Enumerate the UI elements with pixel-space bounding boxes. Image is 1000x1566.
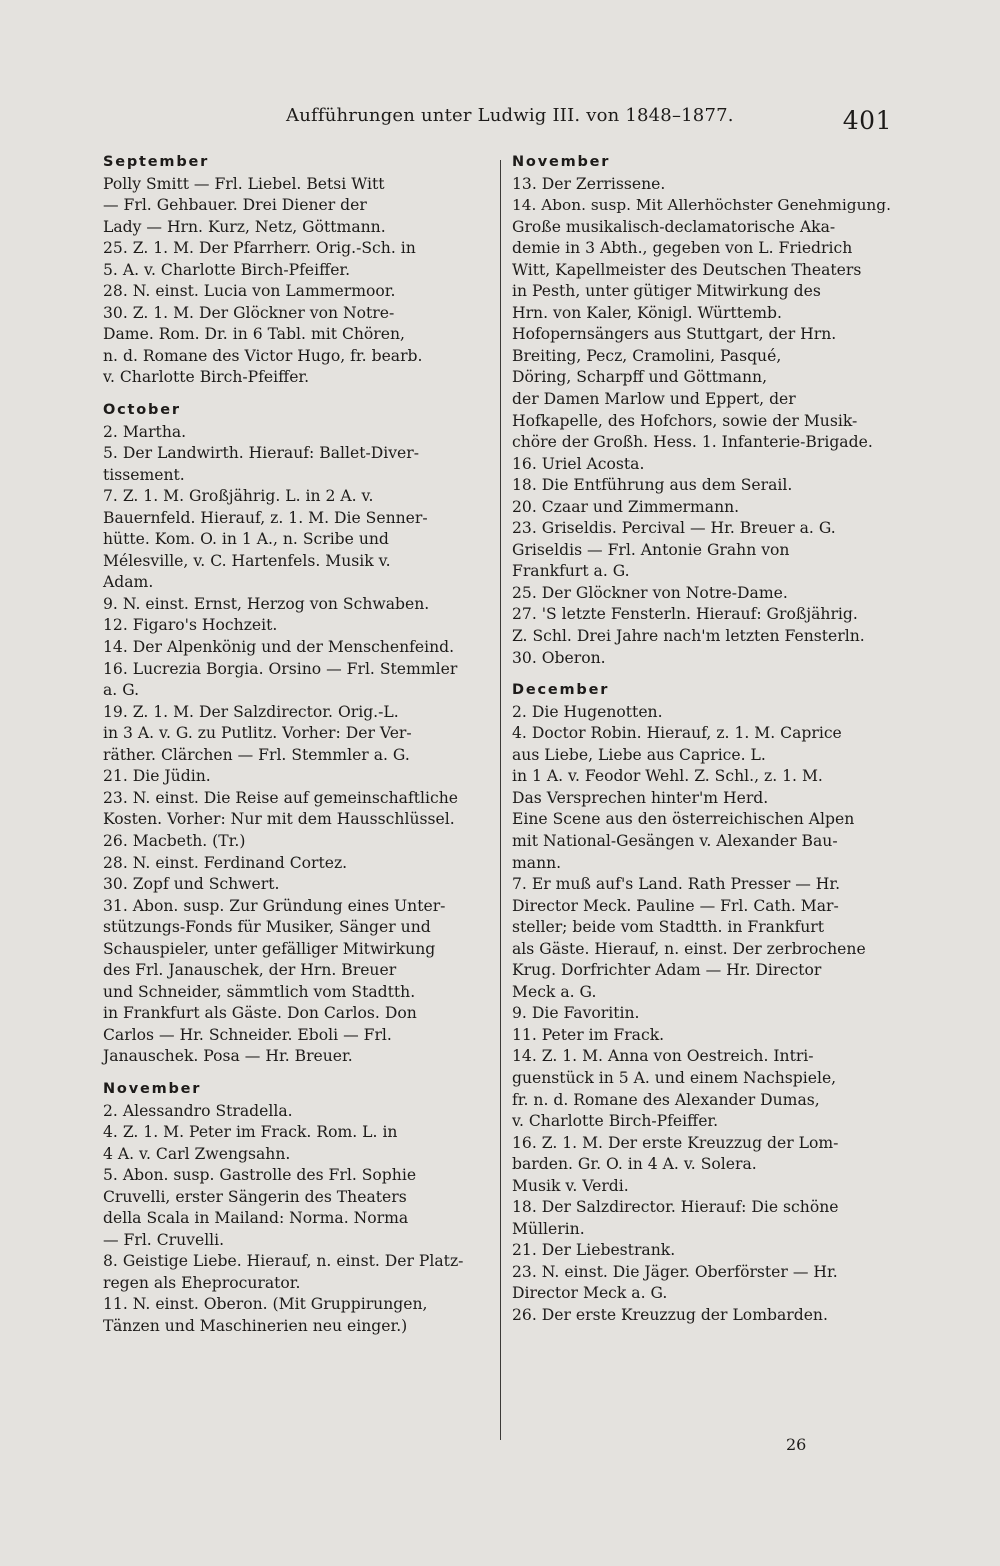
entry-line: Schauspieler, unter gefälliger Mitwirkung (103, 939, 436, 958)
entry-line: in Frankfurt als Gäste. Don Carlos. Don (103, 1004, 417, 1023)
entry-line: 12. Figaro's Hochzeit. (103, 616, 278, 635)
entry-line: 23. N. einst. Die Reise auf gemeinschaftliche (103, 788, 458, 807)
entry-line: Tänzen und Maschinerien neu einger.) (103, 1316, 408, 1335)
entry-line: 26. Der erste Kreuzzug der Lombarden. (512, 1305, 828, 1324)
page-number: 401 (842, 106, 892, 135)
month-heading: November (103, 1080, 202, 1097)
entry-line: Hofkapelle, des Hofchors, sowie der Musik- (512, 411, 858, 430)
month-heading: October (103, 402, 181, 419)
entry-line: 30. Zopf und Schwert. (103, 875, 280, 894)
entry-line: 4. Z. 1. M. Peter im Frack. Rom. L. in (103, 1123, 398, 1142)
entry-line: 14. Z. 1. M. Anna von Oestreich. Intri- (512, 1047, 814, 1066)
entry-line: 16. Uriel Acosta. (512, 454, 645, 473)
entry-line: mit National-Gesängen v. Alexander Bau- (512, 831, 838, 850)
entry-line: 23. Griseldis. Percival — Hr. Breuer a. G. (512, 519, 836, 538)
entry-line: 2. Martha. (103, 422, 187, 441)
running-title: Aufführungen unter Ludwig III. von 1848–1877. (286, 105, 734, 126)
entry-line: des Frl. Janauschek, der Hrn. Breuer (103, 961, 397, 980)
entry-line: chöre der Großh. Hess. 1. Infanterie-Brigade. (512, 433, 873, 452)
entry-line: mann. (512, 853, 562, 872)
entry-line: hütte. Kom. O. in 1 A., n. Scribe und (103, 530, 389, 549)
entry-line: 5. Abon. susp. Gastrolle des Frl. Sophie (103, 1166, 417, 1185)
entry-line: 2. Die Hugenotten. (512, 702, 663, 721)
entry-line: Breiting, Pecz, Cramolini, Pasqué, (512, 346, 782, 365)
entry-line: 20. Czaar und Zimmermann. (512, 497, 740, 516)
entry-line: 7. Er muß auf's Land. Rath Presser — Hr. (512, 875, 841, 894)
entry-line: Döring, Scharpff und Göttmann, (512, 368, 768, 387)
month-heading: December (512, 682, 610, 699)
entry-line: Müllerin. (512, 1219, 585, 1238)
entry-line: 11. N. einst. Oberon. (Mit Gruppirungen, (103, 1295, 428, 1314)
entry-line: regen als Eheprocurator. (103, 1273, 301, 1292)
entry-line: 26. Macbeth. (Tr.) (103, 831, 246, 850)
entry-line: 5. A. v. Charlotte Birch-Pfeiffer. (103, 260, 351, 279)
entry-line: 8. Geistige Liebe. Hierauf, n. einst. Der Platz- (103, 1252, 464, 1271)
entry-line: 30. Oberon. (512, 648, 606, 667)
entry-line: Carlos — Hr. Schneider. Eboli — Frl. (103, 1025, 392, 1044)
entry-line: tissement. (103, 465, 185, 484)
entry-line: in Pesth, unter gütiger Mitwirkung des (512, 282, 821, 301)
entry-line: Lady — Hrn. Kurz, Netz, Göttmann. (103, 217, 386, 236)
left-column (103, 152, 488, 1338)
entry-line: Meck a. G. (512, 982, 597, 1001)
entry-line: Janauschek. Posa — Hr. Breuer. (103, 1047, 353, 1066)
entry-line: in 1 A. v. Feodor Wehl. Z. Schl., z. 1. M. (512, 767, 823, 786)
entry-line: 27. 'S letzte Fensterln. Hierauf: Großjährig. (512, 605, 858, 624)
entry-line: 11. Peter im Frack. (512, 1025, 665, 1044)
entry-line: Adam. (103, 573, 154, 592)
entry-line: fr. n. d. Romane des Alexander Dumas, (512, 1090, 820, 1109)
entry-line: Krug. Dorfrichter Adam — Hr. Director (512, 961, 822, 980)
month-heading: November (512, 154, 611, 170)
entry-line: 25. Der Glöckner von Notre-Dame. (512, 583, 788, 602)
entry-line: v. Charlotte Birch-Pfeiffer. (512, 1112, 719, 1131)
month-heading: September (103, 154, 210, 170)
entry-line: Das Versprechen hinter'm Herd. (512, 788, 769, 807)
entry-line: Eine Scene aus den österreichischen Alpen (512, 810, 855, 829)
entry-line: Dame. Rom. Dr. in 6 Tabl. mit Chören, (103, 325, 405, 344)
entry-line: 18. Der Salzdirector. Hierauf: Die schöne (512, 1198, 839, 1217)
entry-line: Cruvelli, erster Sängerin des Theaters (103, 1187, 407, 1206)
entry-line: 2. Alessandro Stradella. (103, 1101, 293, 1120)
entry-line: guenstück in 5 A. und einem Nachspiele, (512, 1068, 837, 1087)
right-column (512, 152, 895, 1327)
entry-line: n. d. Romane des Victor Hugo, fr. bearb. (103, 346, 423, 365)
entry-line: della Scala in Mailand: Norma. Norma (103, 1209, 409, 1228)
entry-line: 9. Die Favoritin. (512, 1004, 640, 1023)
entry-line: Bauernfeld. Hierauf, z. 1. M. Die Senner- (103, 508, 428, 527)
entry-line: aus Liebe, Liebe aus Caprice. L. (512, 745, 766, 764)
entry-line: in 3 A. v. G. zu Putlitz. Vorher: Der Ver- (103, 724, 412, 743)
entry-line: Mélesville, v. C. Hartenfels. Musik v. (103, 551, 391, 570)
entry-line: Polly Smitt — Frl. Liebel. Betsi Witt (103, 174, 385, 193)
entry-line: Hofopernsängers aus Stuttgart, der Hrn. (512, 325, 837, 344)
entry-line: 14. Abon. susp. Mit Allerhöchster Genehmigung. (512, 196, 891, 215)
entry-line: 23. N. einst. Die Jäger. Oberförster — Hr. (512, 1262, 838, 1281)
entry-line: Z. Schl. Drei Jahre nach'm letzten Fensterln. (512, 627, 865, 646)
entry-line: v. Charlotte Birch-Pfeiffer. (103, 368, 310, 387)
entry-line: demie in 3 Abth., gegeben von L. Friedrich (512, 239, 853, 258)
entry-line: Große musikalisch-declamatorische Aka- (512, 217, 836, 236)
entry-line: und Schneider, sämmtlich vom Stadtth. (103, 982, 416, 1001)
entry-line: 4. Doctor Robin. Hierauf, z. 1. M. Caprice (512, 724, 842, 743)
entry-line: — Frl. Cruvelli. (103, 1230, 225, 1249)
entry-line: Musik v. Verdi. (512, 1176, 629, 1195)
entry-line: Director Meck a. G. (512, 1284, 668, 1303)
entry-line: barden. Gr. O. in 4 A. v. Solera. (512, 1155, 757, 1174)
column-divider (500, 160, 501, 1440)
entry-line: als Gäste. Hierauf, n. einst. Der zerbrochene (512, 939, 866, 958)
entry-line: Kosten. Vorher: Nur mit dem Hausschlüssel. (103, 810, 455, 829)
entry-line: 21. Der Liebestrank. (512, 1241, 676, 1260)
entry-line: 9. N. einst. Ernst, Herzog von Schwaben. (103, 594, 430, 613)
entry-line: der Damen Marlow und Eppert, der (512, 390, 796, 409)
entry-line: 13. Der Zerrissene. (512, 174, 666, 193)
entry-line: a. G. (103, 681, 140, 700)
entry-line: 18. Die Entführung aus dem Serail. (512, 476, 793, 495)
entry-line: räther. Clärchen — Frl. Stemmler a. G. (103, 745, 410, 764)
entry-line: 4 A. v. Carl Zwengsahn. (103, 1144, 291, 1163)
signature-mark: 26 (786, 1435, 807, 1454)
entry-line: Hrn. von Kaler, Königl. Württemb. (512, 303, 782, 322)
entry-line: 25. Z. 1. M. Der Pfarrherr. Orig.-Sch. in (103, 239, 416, 258)
entry-line: 16. Lucrezia Borgia. Orsino — Frl. Stemmler (103, 659, 458, 678)
entry-line: 30. Z. 1. M. Der Glöckner von Notre- (103, 303, 395, 322)
entry-line: Witt, Kapellmeister des Deutschen Theaters (512, 260, 862, 279)
entry-line: stützungs-Fonds für Musiker, Sänger und (103, 918, 431, 937)
entry-line: Frankfurt a. G. (512, 562, 630, 581)
entry-line: 16. Z. 1. M. Der erste Kreuzzug der Lom- (512, 1133, 839, 1152)
entry-line: 14. Der Alpenkönig und der Menschenfeind. (103, 638, 455, 657)
entry-line: Director Meck. Pauline — Frl. Cath. Mar- (512, 896, 839, 915)
entry-line: 21. Die Jüdin. (103, 767, 211, 786)
entry-line: Griseldis — Frl. Antonie Grahn von (512, 540, 790, 559)
entry-line: 31. Abon. susp. Zur Gründung eines Unter- (103, 896, 446, 915)
entry-line: steller; beide vom Stadtth. in Frankfurt (512, 918, 824, 937)
entry-line: — Frl. Gehbauer. Drei Diener der (103, 196, 367, 215)
entry-line: 7. Z. 1. M. Großjährig. L. in 2 A. v. (103, 487, 374, 506)
entry-line: 19. Z. 1. M. Der Salzdirector. Orig.-L. (103, 702, 399, 721)
entry-line: 28. N. einst. Lucia von Lammermoor. (103, 282, 396, 301)
entry-line: 5. Der Landwirth. Hierauf: Ballet-Diver- (103, 444, 420, 463)
entry-line: 28. N. einst. Ferdinand Cortez. (103, 853, 348, 872)
